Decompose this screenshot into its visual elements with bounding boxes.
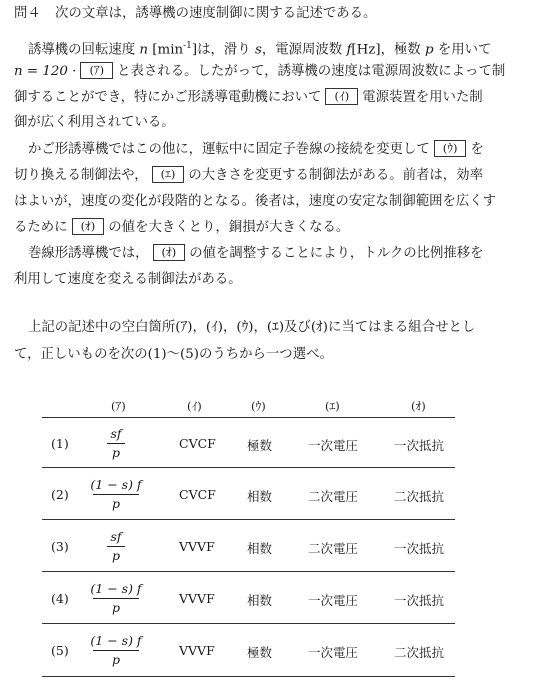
question-heading [14, 4, 376, 24]
row-3-o: 一次抵抗 [394, 541, 445, 556]
row-2-fraction: (1 − s) f p [90, 477, 142, 511]
speed-formula: n = 120 · [14, 64, 77, 79]
row-5-u: 極数 [247, 645, 273, 660]
passage-line-2: n = 120 · (ｱ) と表される。したがって，誘導機の速度は電源周波数によって制 [14, 63, 506, 79]
passage-line-8: るために (ｵ) の値を大きくとり，銅損が大きくなる。 [14, 219, 350, 235]
passage-line-10: 利用して速度を変える制御法がある。 [14, 272, 242, 287]
row-4-e: 一次電圧 [308, 593, 359, 608]
header-o: (ｵ) [411, 399, 426, 413]
table-rule [42, 623, 455, 624]
blank-i: (ｲ) [325, 88, 358, 105]
row-5-number: (5) [51, 643, 69, 658]
row-3-u: 相数 [247, 541, 273, 556]
table-rule [42, 676, 455, 677]
row-2-u: 相数 [247, 489, 273, 504]
passage-line-5: かご形誘導機ではこの他に，運転中に固定子巻線の接続を変更して (ｳ) を [28, 141, 484, 157]
table-rule [42, 417, 455, 418]
row-3-e: 二次電圧 [308, 541, 359, 556]
row-1-e: 一次電圧 [308, 438, 359, 453]
row-1-i: CVCF [179, 436, 216, 451]
row-2-i: CVCF [179, 487, 216, 502]
row-3-number: (3) [51, 539, 69, 554]
header-e: (ｴ) [325, 399, 340, 413]
row-2-o: 二次抵抗 [394, 489, 445, 504]
header-a: (ｱ) [111, 399, 126, 413]
row-2-e: 二次電圧 [308, 489, 359, 504]
row-5-o: 二次抵抗 [394, 645, 445, 660]
row-5-e: 一次電圧 [308, 645, 359, 660]
blank-o: (ｵ) [72, 218, 105, 235]
row-3-fraction: sf p [76, 529, 156, 564]
passage-line-3: 御することができ，特にかご形誘導電動機において (ｲ) 電源装置を用いた制 [14, 89, 483, 105]
row-3-i: VVVF [179, 539, 215, 554]
row-5-i: VVVF [179, 643, 215, 658]
passage-line-1: 誘導機の回転速度 n $[\min^{-1}]$は，滑り s，電源周波数 f[Hz]，極数 p を用いて [28, 41, 492, 58]
row-4-fraction: (1 − s) f p [90, 581, 142, 615]
row-1-number: (1) [51, 436, 69, 451]
row-4-number: (4) [51, 591, 69, 606]
row-4-o: 一次抵抗 [394, 593, 445, 608]
header-u: (ｳ) [251, 399, 266, 413]
row-2-number: (2) [51, 487, 69, 502]
row-4-i: VVVF [179, 591, 215, 606]
question-title: 次の文章は，誘導機の速度制御に関する記述である。 [55, 6, 377, 21]
table-rule [42, 467, 455, 468]
blank-a: (ｱ) [80, 62, 113, 79]
instruction-line-1: 上記の記述中の空白箇所(ｱ)，(ｲ)，(ｳ)，(ｴ)及び(ｵ)に当てはまる組合せとし [28, 320, 476, 335]
instruction-line-2: て，正しいものを次の(1)～(5)のうちから一つ選べ。 [14, 347, 333, 362]
row-1-u: 極数 [247, 438, 273, 453]
table-rule [42, 519, 455, 520]
row-5-fraction: (1 − s) f p [90, 633, 142, 667]
blank-u: (ｳ) [434, 140, 467, 157]
row-1-o: 一次抵抗 [394, 438, 445, 453]
row-1-fraction: sf p [76, 426, 156, 461]
passage-line-7: はよいが，速度の変化が段階的となる。後者は，速度の安定な制御範囲を広くす [14, 194, 497, 209]
row-4-u: 相数 [247, 593, 273, 608]
passage-line-6: 切り換える制御法や， (ｴ) の大きさを変更する制御法がある。前者は，効率 [14, 167, 483, 183]
table-rule [42, 571, 455, 572]
blank-e: (ｴ) [152, 166, 185, 183]
blank-o-2: (ｵ) [153, 244, 186, 261]
passage-line-9: 巻線形誘導機では， (ｵ) の値を調整することにより，トルクの比例推移を [28, 245, 484, 261]
question-number: 問４ [14, 6, 41, 21]
header-i: (ｲ) [187, 399, 202, 413]
passage-line-4: 御が広く利用されている。 [14, 115, 175, 130]
